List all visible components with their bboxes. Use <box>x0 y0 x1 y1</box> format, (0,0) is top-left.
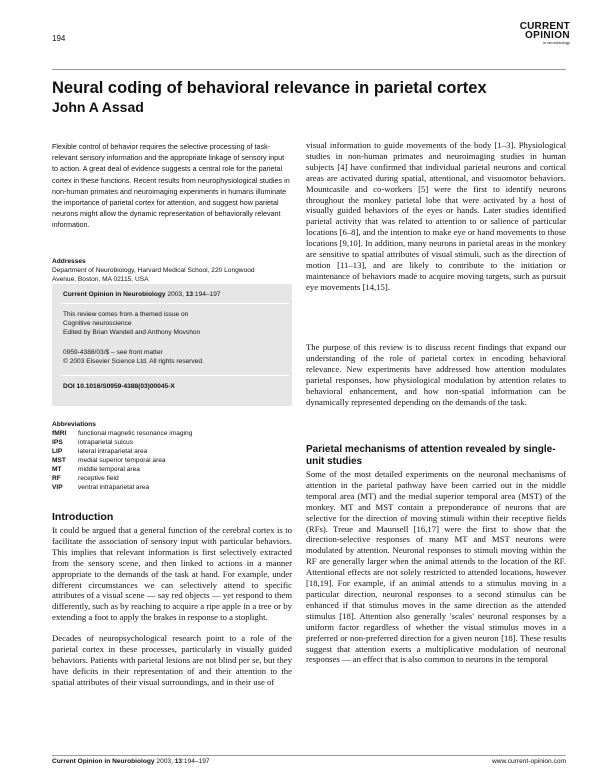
footer-url: www.current-opinion.com <box>491 758 566 765</box>
right-paragraph-2: The purpose of this review is to discuss recent findings that expand our understanding of the role of parietal cortex in encoding behavioral relevance. New experiments have addressed how attention modulates parietal responses, how physiological modulation by attention relates to behavioral enhancement, and how non-spatial information can be dynamically represented depending on the demands of the task. <box>306 342 566 407</box>
abbreviation-term: fMRI <box>52 430 67 437</box>
address-line: Department of Neurobiology, Harvard Medical School, 220 Longwood <box>52 267 255 274</box>
theme-name: Cognitive neuroscience <box>63 320 132 328</box>
footer-volume: 13 <box>174 758 183 765</box>
addresses-heading: Addresses <box>52 258 86 265</box>
abbreviation-row <box>52 465 292 474</box>
abbreviation-row <box>52 438 292 447</box>
rights-block <box>63 348 289 366</box>
footer-journal: Current Opinion in Neurobiology <box>52 758 155 765</box>
title-rule <box>52 69 566 70</box>
abbreviation-definition: receptive field <box>78 475 119 482</box>
article-info-box <box>52 284 292 406</box>
abbreviation-row <box>52 447 292 456</box>
abbreviation-term: IPS <box>52 439 63 446</box>
box-pages: :194–197 <box>193 291 221 298</box>
abbreviation-row <box>52 456 292 465</box>
citation-line <box>63 290 289 299</box>
right-paragraph-3: Some of the most detailed experiments on the neuronal mechanisms of attention in the parietal pathway have been carried out in the middle temporal area (MT) and the medial superior temporal area (MST) of the monkey. MT and MST contain a preponderance of neurons that are selective for the direction of moving stimuli within their receptive fields (RFs). Treue and Maunsell [16,17] were the first to show that the direction-selective responses of many MT and MST neurons were modulated by attention. Neuronal responses to stimuli moving within the RF are generally larger when the animal attends to the location of the RF. Attentional effects are not solely restricted to attended locations, however [18,19]. For example, if an animal attends to a stimulus moving in a particular direction, neuronal responses to a second stimulus can be enhanced if that stimulus moves in the same direction as the attended stimulus [18]. Attention also generally 'scales' neuronal responses by a uniform factor regardless of whether the visual stimulus moves in a preferred or non-preferred direction for a given neuron [18]. These results suggest that attention exerts a multiplicative modulation of neuronal responses — an effect that is also common to neurons in the temporal <box>306 469 566 665</box>
abbreviation-definition: middle temporal area <box>78 466 140 473</box>
issn-line: 0959-4388/03/$ – see front matter <box>63 349 163 356</box>
footer-rule <box>52 755 566 756</box>
address-line: Avenue, Boston, MA 02115, USA <box>52 276 149 283</box>
abbreviation-row <box>52 474 292 483</box>
intro-paragraph-1: It could be argued that a general function of the cerebral cortex is to facilitate the association of sensory input with particular behaviors. This implies that relevant information is first selectively extracted from the sensory scene, and then linked to actions in a manner appropriate to the demands of the task at hand. For example, under different circumstances we can selectively attend to specific attributes of a visual scene — say red objects — yet respond to them differently, such as by reaching to acquire a ripe apple in a tree or by extending a foot to apply the brakes in response to a stoplight. <box>52 525 292 623</box>
abbreviations-heading: Abbreviations <box>52 421 96 428</box>
editors-line: Edited by Brian Wandell and Anthony Movshon <box>63 329 201 337</box>
box-journal: Current Opinion in Neurobiology <box>63 291 166 298</box>
article-title: Neural coding of behavioral relevance in parietal cortex <box>52 79 487 97</box>
abbreviation-term: VIP <box>52 484 63 491</box>
footer-pages: :194–197 <box>182 758 210 765</box>
page-number: 194 <box>52 34 66 43</box>
theme-line: This review comes from a themed issue on <box>63 311 189 318</box>
abbreviation-definition: lateral intraparietal area <box>78 448 148 455</box>
doi-line: DOI 10.1016/S0959-4388(03)00045-X <box>63 383 175 390</box>
abstract: Flexible control of behavior requires the selective processing of task-relevant sensory information and the appropriate linkage of sensory input to action. A great deal of evidence suggests a central role for the parietal cortex in these functions. Recent results from neurophysiological studies in non-human primates and neuroimaging experiments in humans illuminate the importance of parietal cortex for attention, and suggest how parietal neurons might allow the dynamic representation of behaviorally relevant information. <box>52 142 290 230</box>
footer-citation <box>52 758 210 765</box>
abbreviation-term: MST <box>52 457 66 464</box>
abbreviation-definition: intraparietal sulcus <box>78 439 133 446</box>
abbreviations-list <box>52 429 292 492</box>
box-volume: 13 <box>185 291 194 298</box>
abbreviation-row <box>52 429 292 438</box>
abbreviation-term: LIP <box>52 448 63 455</box>
right-paragraph-1: visual information to guide movements of the body [1–3]. Physiological studies in non-human primates and neuroimaging studies in human subjects [4] have confirmed that individual parietal neurons and cortical areas are activated during spatial, attentional, and visuomotor behaviors. Mountcastle and co-workers [5] were the first to identify neurons throughout the monkey parietal lobe that were activated by a host of visually guided behaviors of the eyes or hands. Later studies identified parietal activity that was related to attention to or salience of particular locations [6–8], and the intention to make eye or hand movements to those locations [9,10]. In addition, many neurons in parietal areas in the monkey are sensitive to spatial attributes of visual stimuli, such as the direction of motion [11–13], and are likely to contribute to the initiation or maintenance of behaviors made to acquire moving targets, such as pursuit eye movements [14,15]. <box>306 140 566 292</box>
theme-block <box>63 310 289 338</box>
abbreviation-term: MT <box>52 466 62 473</box>
box-year: 2003, <box>165 291 186 298</box>
logo-line-2: OPINION <box>524 30 570 41</box>
journal-logo <box>520 22 570 45</box>
abbreviation-definition: functional magnetic resonance imaging <box>78 430 193 437</box>
section-heading-attention: Parietal mechanisms of attention revealed by single-unit studies <box>306 444 556 467</box>
logo-line-3: in neurobiology <box>542 40 570 45</box>
logo-line-1: CURRENT <box>519 21 570 32</box>
abbreviation-row <box>52 483 292 492</box>
box-divider <box>61 303 289 304</box>
article-author: John A Assad <box>52 99 144 115</box>
intro-paragraph-2: Decades of neuropsychological research point to a role of the parietal cortex in these processes, particularly in visually guided behaviors. Patients with parietal lesions are not blind per se, but they have deficits in their representation of and their attention to the spatial attributes of their visual surroundings, and in their use of <box>52 633 292 687</box>
box-divider <box>61 375 289 376</box>
copyright-line: © 2003 Elsevier Science Ltd. All rights reserved. <box>63 358 204 366</box>
abbreviation-definition: ventral intraparietal area <box>78 484 150 491</box>
abbreviation-term: RF <box>52 475 61 482</box>
introduction-body <box>52 525 292 698</box>
introduction-heading: Introduction <box>52 511 114 523</box>
footer-year: 2003, <box>154 758 175 765</box>
abbreviation-definition: medial superior temporal area <box>78 457 166 464</box>
